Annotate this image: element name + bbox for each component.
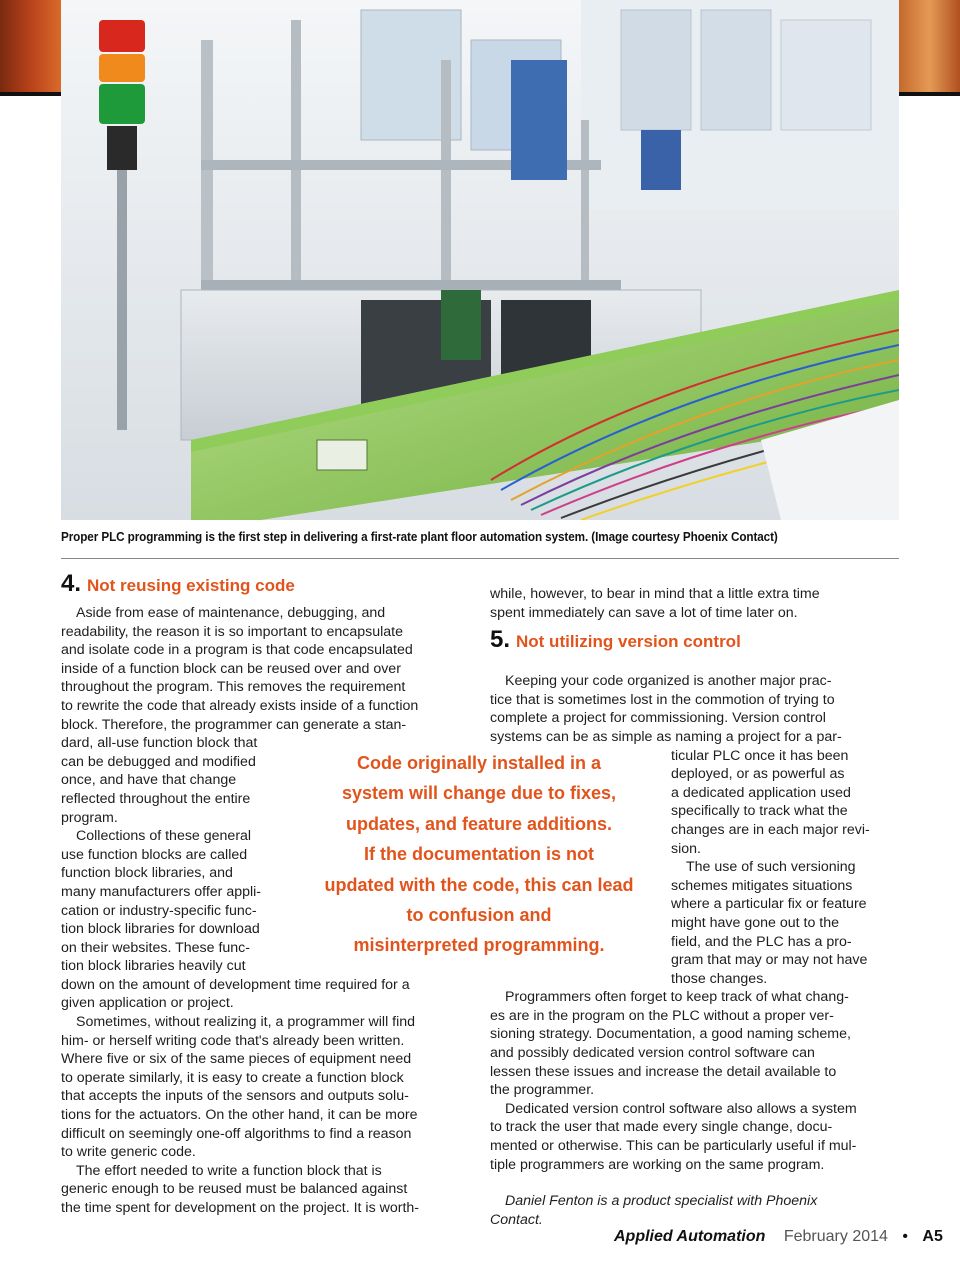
text-line: systems can be as simple as naming a project for a par- bbox=[490, 728, 842, 745]
text-line: mented or otherwise. This can be particularly useful if mul- bbox=[490, 1138, 857, 1155]
adjacent-page-rule-right bbox=[899, 92, 960, 96]
text-line: Programmers often forget to keep track of what chang- bbox=[505, 989, 849, 1006]
section-5-heading bbox=[490, 626, 741, 654]
text-line: cation or industry-specific func- bbox=[61, 902, 257, 919]
section-4-number: 4. bbox=[61, 570, 82, 597]
text-line: The use of such versioning bbox=[686, 859, 856, 876]
section-4-heading bbox=[61, 570, 295, 598]
text-line: reflected throughout the entire bbox=[61, 790, 251, 807]
text-line: once, and have that change bbox=[61, 772, 237, 789]
text-line: Keeping your code organized is another major prac- bbox=[505, 673, 832, 690]
text-line: the time spent for development on the project. It is worth- bbox=[61, 1200, 420, 1216]
right-top-paragraph bbox=[490, 585, 900, 622]
text-line: those changes. bbox=[671, 970, 768, 987]
text-line: tion block libraries heavily cut bbox=[61, 958, 246, 975]
caption-divider bbox=[61, 558, 899, 559]
section-5-number: 5. bbox=[490, 626, 511, 653]
text-line: generic enough to be reused must be balanced against bbox=[61, 1181, 408, 1198]
page-number: A5 bbox=[922, 1228, 943, 1245]
text-line: to track the user that made every single change, docu- bbox=[490, 1119, 833, 1136]
text-line: changes are in each major revi- bbox=[671, 821, 870, 838]
adjacent-page-edge-left bbox=[0, 0, 61, 92]
page-footer bbox=[614, 1228, 943, 1246]
text-line: a dedicated application used bbox=[671, 784, 851, 801]
text-line: Daniel Fenton is a product specialist with Phoenix bbox=[505, 1193, 818, 1210]
text-line: block. Therefore, the programmer can generate a stan- bbox=[61, 716, 407, 733]
text-line: tiple programmers are working on the same program. bbox=[490, 1156, 825, 1173]
photo-illustration bbox=[61, 0, 899, 520]
pull-quote-line: misinterpreted programming. bbox=[353, 935, 605, 956]
text-line: The effort needed to write a function block that is bbox=[76, 1162, 382, 1179]
section-5-title: Not utilizing version control bbox=[516, 632, 741, 651]
section-4-title: Not reusing existing code bbox=[87, 576, 295, 595]
text-line: might have gone out to the bbox=[671, 914, 840, 931]
pull-quote-line: updates, and feature additions. bbox=[345, 813, 613, 834]
issue-date: February 2014 bbox=[783, 1228, 888, 1245]
section-5-paragraph-3 bbox=[490, 988, 900, 1174]
text-line: Where five or six of the same pieces of equipment need bbox=[61, 1051, 412, 1068]
text-line: where a particular fix or feature bbox=[671, 896, 867, 913]
text-line: and isolate code in a program is that code encapsulated bbox=[61, 642, 413, 659]
text-line: to rewrite the code that already exists inside of a function bbox=[61, 697, 419, 714]
text-line: sioning strategy. Documentation, a good naming scheme, bbox=[490, 1026, 851, 1043]
publication-name: Applied Automation bbox=[614, 1228, 766, 1245]
text-line: many manufacturers offer appli- bbox=[61, 883, 262, 900]
adjacent-page-rule-left bbox=[0, 92, 61, 96]
text-line: can be debugged and modified bbox=[61, 753, 256, 770]
text-line: readability, the reason it is so important to encapsulate bbox=[61, 623, 404, 640]
text-line: Contact. bbox=[490, 1211, 543, 1228]
footer-separator: • bbox=[902, 1228, 908, 1245]
text-line: function block libraries, and bbox=[61, 865, 233, 882]
text-line: gram that may or may not have bbox=[671, 952, 868, 969]
text-line: difficult on seemingly one-off algorithms to find a reason bbox=[61, 1125, 412, 1142]
pull-quote-line: system will change due to fixes, bbox=[341, 783, 617, 804]
text-line: lessen these issues and increase the detail available to bbox=[490, 1063, 837, 1080]
text-line: specifically to track what the bbox=[671, 803, 848, 820]
text-line: to write generic code. bbox=[61, 1144, 196, 1161]
pull-quote-line: Code originally installed in a bbox=[356, 753, 602, 773]
text-line: use function blocks are called bbox=[61, 846, 248, 863]
text-line: Sometimes, without realizing it, a programmer will find bbox=[76, 1014, 416, 1031]
pull-quote-line: If the documentation is not bbox=[364, 844, 594, 865]
text-line: Dedicated version control software also allows a system bbox=[505, 1100, 857, 1117]
text-line: to operate similarly, it is easy to create a function block bbox=[61, 1069, 404, 1086]
text-line: ticular PLC once it has been bbox=[671, 747, 849, 764]
adjacent-page-edge-right bbox=[899, 0, 960, 92]
text-line: throughout the program. This removes the requirement bbox=[61, 679, 406, 696]
text-line: that accepts the inputs of the sensors and outputs solu- bbox=[61, 1088, 409, 1105]
text-line: the programmer. bbox=[490, 1082, 595, 1099]
text-line: Aside from ease of maintenance, debugging, and bbox=[76, 605, 386, 621]
text-line: sion. bbox=[671, 840, 701, 857]
text-line: dard, all-use function block that bbox=[61, 735, 258, 752]
pull-quote-line: updated with the code, this can lead bbox=[324, 874, 634, 895]
pull-quote-line: to confusion and bbox=[406, 905, 552, 926]
text-line: tice that is sometimes lost in the commotion of trying to bbox=[490, 691, 835, 708]
text-line: field, and the PLC has a pro- bbox=[671, 933, 852, 950]
text-line: schemes mitigates situations bbox=[671, 877, 853, 894]
plc-training-system-photo bbox=[61, 0, 899, 520]
text-line: es are in the program on the PLC without a proper ver- bbox=[490, 1007, 834, 1024]
text-line: and possibly dedicated version control software can bbox=[490, 1045, 815, 1062]
text-line: inside of a function block can be reused over and over bbox=[61, 660, 401, 677]
text-line: tions for the actuators. On the other hand, it can be more bbox=[61, 1107, 418, 1124]
text-line: program. bbox=[61, 809, 118, 826]
text-line: down on the amount of development time required for a bbox=[61, 976, 410, 993]
text-line: him- or herself writing code that's already been written. bbox=[61, 1032, 405, 1049]
text-line: given application or project. bbox=[61, 995, 234, 1012]
author-byline bbox=[490, 1192, 900, 1229]
text-line: deployed, or as powerful as bbox=[671, 766, 845, 783]
text-line: on their websites. These func- bbox=[61, 939, 251, 956]
text-line: Collections of these general bbox=[76, 828, 252, 845]
photo-caption: Proper PLC programming is the first step in delivering a first-rate plant floor automation system. (Image courtesy Phoenix Contact) bbox=[61, 530, 778, 544]
text-line: while, however, to bear in mind that a little extra time bbox=[490, 586, 820, 602]
text-line: spent immediately can save a lot of time later on. bbox=[490, 604, 798, 621]
text-line: complete a project for commissioning. Version control bbox=[490, 710, 826, 727]
section-5-paragraph-1 bbox=[490, 672, 900, 746]
text-line: tion block libraries for download bbox=[61, 921, 260, 938]
pull-quote bbox=[318, 748, 640, 961]
